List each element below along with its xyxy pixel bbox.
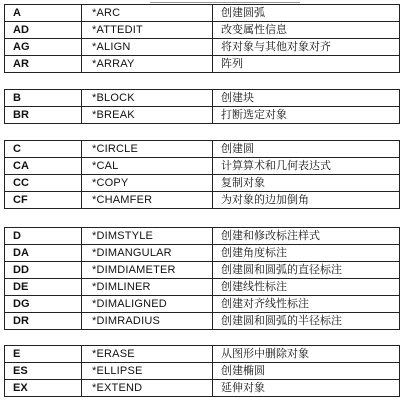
command-name-cell: *DIMLINER bbox=[82, 279, 213, 296]
table-row bbox=[5, 313, 400, 330]
command-name-cell: *ARC bbox=[82, 5, 213, 22]
command-name-cell: *CIRCLE bbox=[82, 141, 213, 158]
table-row bbox=[5, 245, 400, 262]
command-name-cell: *ELLIPSE bbox=[82, 363, 213, 380]
command-description-cell: 创建圆 bbox=[213, 141, 400, 158]
shortcut-key-cell: ES bbox=[5, 363, 82, 380]
command-table-d bbox=[4, 227, 400, 330]
table-row bbox=[5, 296, 400, 313]
command-description-cell: 打断选定对象 bbox=[213, 107, 400, 124]
command-description-cell: 创建角度标注 bbox=[213, 245, 400, 262]
command-description-cell: 创建和修改标注样式 bbox=[213, 228, 400, 245]
shortcut-key-cell: E bbox=[5, 346, 82, 363]
table-row bbox=[5, 90, 400, 107]
command-description-cell: 复制对象 bbox=[213, 175, 400, 192]
table-row bbox=[5, 158, 400, 175]
shortcut-key-cell: DA bbox=[5, 245, 82, 262]
shortcut-key-cell: A bbox=[5, 5, 82, 22]
command-name-cell: *DIMSTYLE bbox=[82, 228, 213, 245]
table-row bbox=[5, 346, 400, 363]
shortcut-key-cell: CF bbox=[5, 192, 82, 209]
shortcut-key-cell: AR bbox=[5, 56, 82, 73]
command-description-cell: 创建块 bbox=[213, 90, 400, 107]
shortcut-key-cell: AG bbox=[5, 39, 82, 56]
command-name-cell: *COPY bbox=[82, 175, 213, 192]
shortcut-key-cell: DR bbox=[5, 313, 82, 330]
command-name-cell: *BLOCK bbox=[82, 90, 213, 107]
shortcut-key-cell: EX bbox=[5, 380, 82, 397]
command-name-cell: *CAL bbox=[82, 158, 213, 175]
command-description-cell: 创建圆和圆弧的直径标注 bbox=[213, 262, 400, 279]
table-row bbox=[5, 22, 400, 39]
command-description-cell: 创建对齐线性标注 bbox=[213, 296, 400, 313]
command-description-cell: 改变属性信息 bbox=[213, 22, 400, 39]
table-row bbox=[5, 5, 400, 22]
command-name-cell: *EXTEND bbox=[82, 380, 213, 397]
table-row bbox=[5, 175, 400, 192]
command-description-cell: 将对象与其他对象对齐 bbox=[213, 39, 400, 56]
command-name-cell: *DIMDIAMETER bbox=[82, 262, 213, 279]
table-row bbox=[5, 279, 400, 296]
command-table-e bbox=[4, 345, 400, 397]
shortcut-key-cell: AD bbox=[5, 22, 82, 39]
shortcut-key-cell: B bbox=[5, 90, 82, 107]
shortcut-key-cell: CC bbox=[5, 175, 82, 192]
command-name-cell: *ALIGN bbox=[82, 39, 213, 56]
command-description-cell: 创建圆和圆弧的半径标注 bbox=[213, 313, 400, 330]
command-name-cell: *DIMANGULAR bbox=[82, 245, 213, 262]
shortcut-key-cell: BR bbox=[5, 107, 82, 124]
table-row bbox=[5, 141, 400, 158]
shortcut-key-cell: DE bbox=[5, 279, 82, 296]
command-description-cell: 阵列 bbox=[213, 56, 400, 73]
shortcut-key-cell: DG bbox=[5, 296, 82, 313]
table-row bbox=[5, 107, 400, 124]
command-name-cell: *CHAMFER bbox=[82, 192, 213, 209]
command-table-c bbox=[4, 140, 400, 209]
shortcut-key-cell: C bbox=[5, 141, 82, 158]
table-row bbox=[5, 56, 400, 73]
command-name-cell: *ATTEDIT bbox=[82, 22, 213, 39]
command-name-cell: *BREAK bbox=[82, 107, 213, 124]
command-description-cell: 延伸对象 bbox=[213, 380, 400, 397]
command-description-cell: 创建线性标注 bbox=[213, 279, 400, 296]
command-description-cell: 创建椭圆 bbox=[213, 363, 400, 380]
shortcut-key-cell: DD bbox=[5, 262, 82, 279]
command-description-cell: 为对象的边加倒角 bbox=[213, 192, 400, 209]
command-table-b bbox=[4, 89, 400, 124]
command-table-a bbox=[4, 4, 400, 73]
cropped-header-line bbox=[150, 0, 300, 3]
table-row bbox=[5, 192, 400, 209]
command-description-cell: 创建圆弧 bbox=[213, 5, 400, 22]
shortcut-key-cell: CA bbox=[5, 158, 82, 175]
command-name-cell: *DIMALIGNED bbox=[82, 296, 213, 313]
shortcut-key-cell: D bbox=[5, 228, 82, 245]
table-row bbox=[5, 363, 400, 380]
table-row bbox=[5, 380, 400, 397]
table-row bbox=[5, 262, 400, 279]
command-description-cell: 从图形中删除对象 bbox=[213, 346, 400, 363]
command-name-cell: *ARRAY bbox=[82, 56, 213, 73]
command-name-cell: *ERASE bbox=[82, 346, 213, 363]
command-description-cell: 计算算术和几何表达式 bbox=[213, 158, 400, 175]
table-row bbox=[5, 228, 400, 245]
table-row bbox=[5, 39, 400, 56]
command-name-cell: *DIMRADIUS bbox=[82, 313, 213, 330]
